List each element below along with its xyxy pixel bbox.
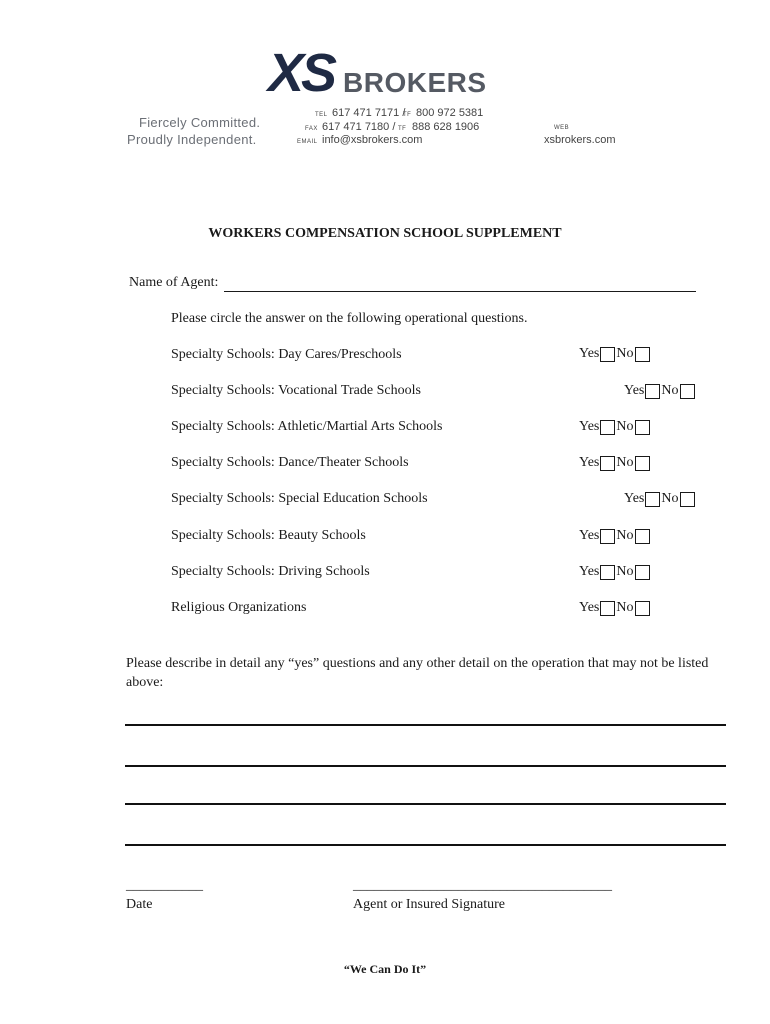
no-label: No (616, 346, 634, 361)
no-checkbox[interactable] (635, 456, 650, 471)
question-label: Specialty Schools: Dance/Theater Schools (171, 455, 409, 470)
no-checkbox[interactable] (635, 420, 650, 435)
yes-label: Yes (579, 419, 600, 434)
web-label: WEB (554, 125, 570, 131)
question-label: Specialty Schools: Special Education Schools (171, 491, 428, 506)
yes-checkbox[interactable] (600, 601, 615, 616)
signature-blank[interactable]: _____________________________________ (353, 878, 612, 893)
email-value[interactable]: info@xsbrokers.com (322, 134, 423, 146)
question-label: Specialty Schools: Vocational Trade Schools (171, 383, 421, 398)
no-label: No (616, 600, 634, 615)
yes-label: Yes (579, 455, 600, 470)
agent-name-line[interactable] (224, 291, 696, 292)
no-label: No (616, 419, 634, 434)
yes-no-row (624, 491, 696, 507)
yes-no-row (579, 455, 651, 471)
tollfree-value-2: 888 628 1906 (412, 121, 480, 133)
no-label: No (616, 455, 634, 470)
page-title: WORKERS COMPENSATION SCHOOL SUPPLEMENT (208, 226, 562, 241)
no-checkbox[interactable] (635, 529, 650, 544)
yes-label: Yes (579, 346, 600, 361)
question-label: Specialty Schools: Driving Schools (171, 564, 370, 579)
yes-checkbox[interactable] (645, 492, 660, 507)
question-label: Specialty Schools: Day Cares/Preschools (171, 347, 402, 362)
no-checkbox[interactable] (635, 601, 650, 616)
question-label: Specialty Schools: Beauty Schools (171, 528, 366, 543)
yes-no-row (624, 383, 696, 399)
yes-checkbox[interactable] (645, 384, 660, 399)
yes-label: Yes (579, 528, 600, 543)
yes-checkbox[interactable] (600, 347, 615, 362)
fax-label: FAX (305, 126, 318, 132)
tollfree-label-1: TF (403, 112, 412, 118)
yes-no-row (579, 419, 651, 435)
no-checkbox[interactable] (635, 565, 650, 580)
answer-line[interactable] (125, 844, 726, 846)
no-label: No (616, 564, 634, 579)
logo-mark: XS (268, 43, 335, 103)
date-blank[interactable]: ___________ (126, 878, 203, 893)
agent-name-label: Name of Agent: (129, 275, 219, 290)
answer-line[interactable] (125, 724, 726, 726)
yes-label: Yes (624, 383, 645, 398)
motto: “We Can Do It” (343, 962, 427, 976)
yes-label: Yes (579, 564, 600, 579)
yes-label: Yes (579, 600, 600, 615)
question-label: Specialty Schools: Athletic/Martial Arts Schools (171, 419, 443, 434)
no-checkbox[interactable] (680, 384, 695, 399)
question-label: Religious Organizations (171, 600, 307, 615)
yes-no-row (579, 600, 651, 616)
yes-no-row (579, 346, 651, 362)
email-label: EMAIL (297, 139, 318, 145)
fax-value: 617 471 7180 / (322, 121, 396, 133)
instruction-text: Please circle the answer on the following operational questions. (171, 311, 528, 326)
yes-checkbox[interactable] (600, 456, 615, 471)
web-value[interactable]: xsbrokers.com (544, 134, 616, 146)
yes-no-row (579, 564, 651, 580)
yes-label: Yes (624, 491, 645, 506)
tollfree-value-1: 800 972 5381 (416, 107, 484, 119)
tel-label: TEL (315, 112, 328, 118)
logo-wordmark: BROKERS (343, 67, 487, 98)
no-label: No (616, 528, 634, 543)
tel-value: 617 471 7171 / (332, 107, 406, 119)
tagline-line-2: Proudly Independent. (127, 132, 257, 147)
tagline-line-1: Fiercely Committed. (139, 115, 261, 130)
yes-checkbox[interactable] (600, 420, 615, 435)
describe-prompt: Please describe in detail any “yes” questions and any other detail on the operation that may not be listed above: (126, 656, 709, 690)
no-label: No (661, 491, 679, 506)
answer-line[interactable] (125, 765, 726, 767)
no-label: No (661, 383, 679, 398)
no-checkbox[interactable] (635, 347, 650, 362)
signature-label: Agent or Insured Signature (353, 897, 506, 912)
no-checkbox[interactable] (680, 492, 695, 507)
yes-checkbox[interactable] (600, 565, 615, 580)
tollfree-label-2: TF (398, 126, 407, 132)
yes-checkbox[interactable] (600, 529, 615, 544)
date-label: Date (126, 897, 153, 912)
answer-line[interactable] (125, 803, 726, 805)
yes-no-row (579, 528, 651, 544)
